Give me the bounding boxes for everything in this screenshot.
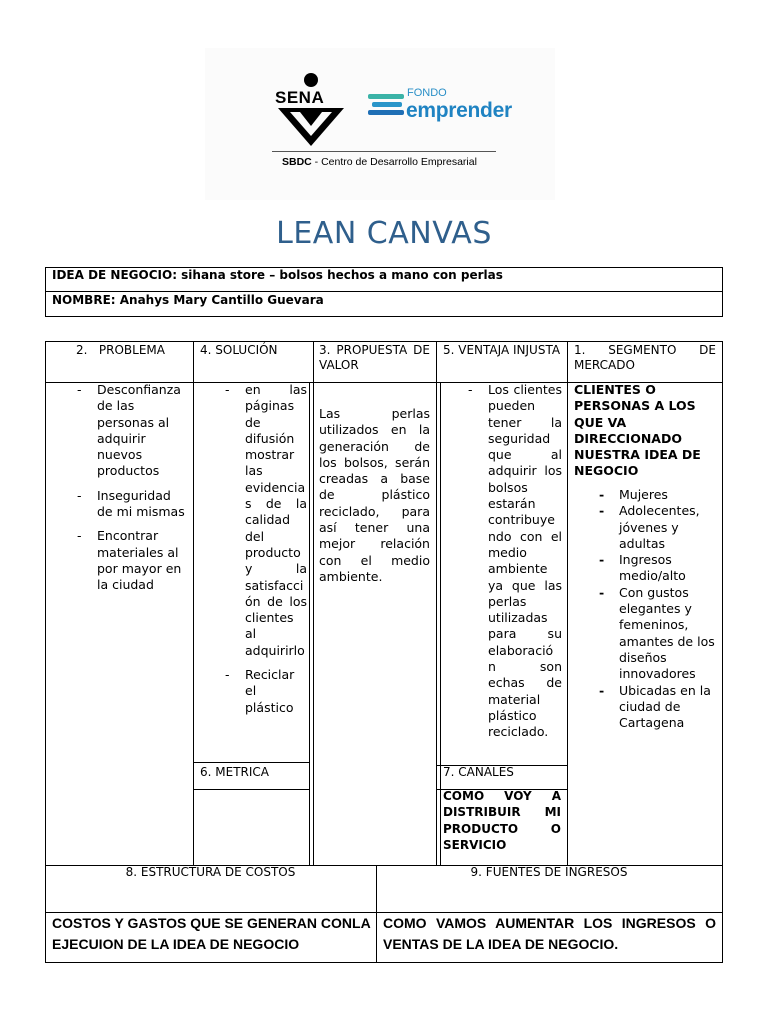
- ventaja-item: - Los clientes pueden tener la seguridad que al adquirir los bolsos estarán contribuye ndo con el medio ambiente ya que las perlas utilizadas para su elaboració n son echas de material plástico reciclado.: [468, 382, 562, 740]
- propuesta-text: Las perlas utilizados en la generación de los bolsos, serán creadas a base de plástico reciclado, para así tener una mejor relación con el medio ambiente.: [319, 406, 430, 584]
- problema-header: 2. PROBLEMA: [76, 343, 165, 357]
- segmento-item: - Con gustos elegantes y femeninos, amantes de los diseños innovadores: [599, 584, 715, 682]
- segmento-lead: CLIENTES O PERSONAS A LOS QUE VA DIRECCIONADO NUESTRA IDEA DE NEGOCIO: [574, 382, 701, 479]
- segmento-item: - Mujeres: [599, 487, 668, 502]
- ingresos-header: 9. FUENTES DE INGRESOS: [470, 865, 628, 879]
- ventaja-list: [464, 382, 562, 741]
- segmento-item: - Adolecentes, jóvenes y adultas: [599, 503, 700, 551]
- ingresos-text: COMO VAMOS AUMENTAR LOS INGRESOS O VENTAS DE LA IDEA DE NEGOCIO.: [383, 915, 716, 952]
- solucion-item: - Reciclar el plástico: [225, 667, 295, 715]
- problema-list: [73, 382, 187, 594]
- segmento-header: 1. SEGMENTO DE MERCADO: [574, 343, 716, 372]
- costos-header: 8. ESTRUCTURA DE COSTOS: [125, 865, 296, 879]
- metrica-header: 6. METRICA: [200, 765, 269, 779]
- segmento-item: - Ingresos medio/alto: [599, 552, 686, 584]
- solucion-list: [221, 382, 307, 716]
- logo-divider: [272, 151, 496, 152]
- solucion-header: 4. SOLUCIÓN: [200, 343, 278, 357]
- ventaja-header: 5. VENTAJA INJUSTA: [443, 343, 561, 357]
- costos-text: COSTOS Y GASTOS QUE SE GENERAN CONLA EJECUION DE LA IDEA DE NEGOCIO: [52, 915, 371, 952]
- fondo-label: FONDO: [407, 87, 447, 99]
- sbdc-caption: [282, 156, 477, 168]
- logo-panel: [205, 48, 555, 200]
- segmento-item: - Ubicadas en la ciudad de Cartagena: [599, 682, 711, 731]
- problema-item: - Inseguridad de mi mismas: [77, 487, 185, 520]
- emprender-wordmark: emprender: [406, 99, 512, 122]
- sbdc-rest: - Centro de Desarrollo Empresarial: [311, 156, 477, 168]
- page-title: LEAN CANVAS: [276, 216, 492, 251]
- fondo-emprender-icon: [366, 90, 406, 120]
- sena-logo-icon: [270, 70, 350, 148]
- problema-item: - Encontrar materiales al por mayor en la ciudad: [77, 528, 182, 593]
- solucion-item: - en las páginas de difusión mostrar las evidencia s de la calidad del producto y la satisfacci ón de los clientes al adquirirlo: [225, 382, 307, 658]
- name-row: NOMBRE: Anahys Mary Cantillo Guevara: [45, 291, 723, 317]
- propuesta-header: 3. PROPUESTA DE VALOR: [319, 343, 430, 372]
- idea-row: IDEA DE NEGOCIO: sihana store – bolsos hechos a mano con perlas: [45, 267, 723, 292]
- canales-text: COMO VOY A DISTRIBUIR MI PRODUCTO O SERVICIO: [443, 789, 561, 852]
- sbdc-bold: SBDC: [282, 156, 312, 168]
- segmento-list: [595, 487, 720, 731]
- canales-header: 7. CANALES: [443, 765, 514, 779]
- sena-wordmark: SENA: [275, 88, 325, 107]
- problema-item: - Desconfianza de las personas al adquirir nuevos productos: [77, 382, 181, 479]
